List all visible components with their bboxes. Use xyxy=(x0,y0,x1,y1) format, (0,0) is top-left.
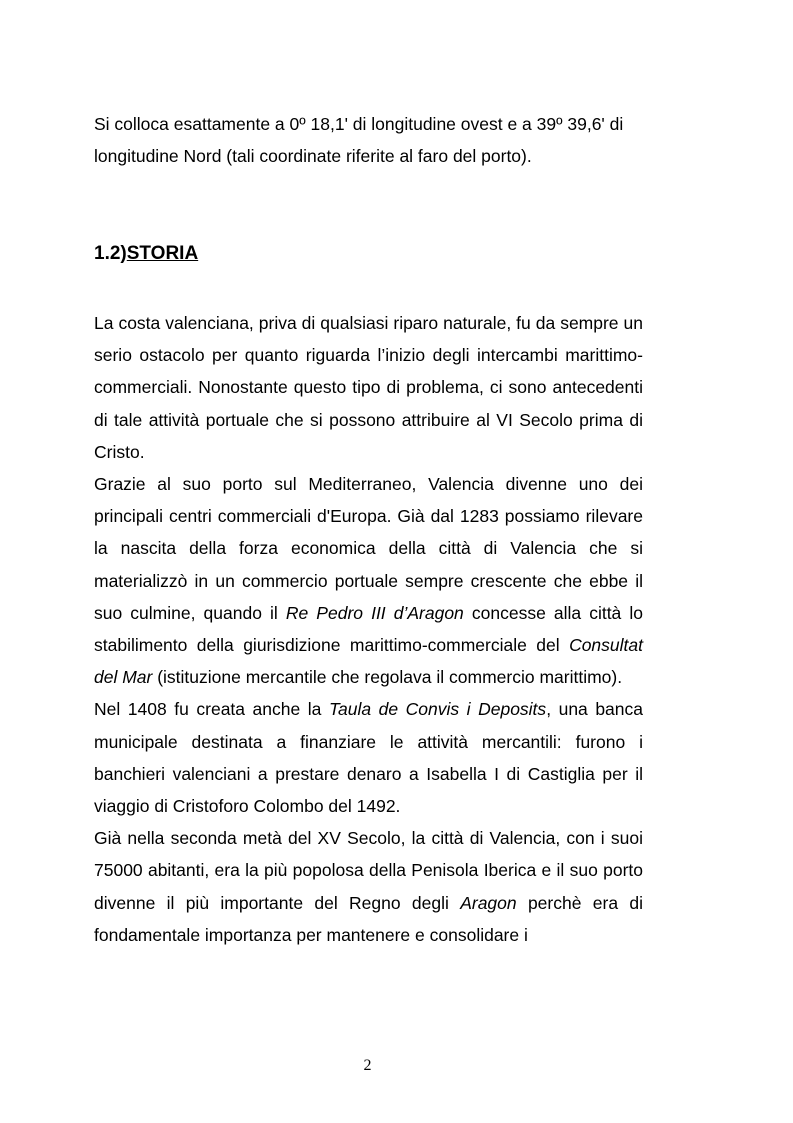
section-title: STORIA xyxy=(126,243,199,264)
paragraph-text: Nel 1408 fu creata anche la xyxy=(94,699,329,720)
king-name: Re Pedro III d’Aragon xyxy=(285,602,464,623)
paragraph-fifteenth-century xyxy=(94,822,643,951)
paragraph-mediterranean-port xyxy=(94,468,643,693)
paragraph-bank xyxy=(94,693,643,822)
paragraph-text: , una banca municipale destinata a finanziare le attività mercantili: furono i banchieri valenciani a prestare denaro a Isabella I di Castiglia per il viaggio di Cristoforo Colombo del 1492. xyxy=(94,699,643,817)
paragraph-text: concesse alla città lo stabilimento della giurisdizione marittimo-commerciale del xyxy=(94,602,643,656)
consulate-name: Consultat del Mar xyxy=(94,635,643,688)
paragraph-text: (istituzione mercantile che regolava il commercio marittimo). xyxy=(152,667,623,688)
kingdom-name: Aragon xyxy=(460,892,517,913)
bank-name: Taula de Convis i Deposits xyxy=(328,699,547,720)
paragraph-coast: La costa valenciana, priva di qualsiasi riparo naturale, fu da sempre un serio ostacolo per quanto riguarda l’inizio degli intercambi marittimo-commerciali. Nonostante questo tipo di problema, ci sono antecedenti di tale attività portuale che si possono attribuire al VI Secolo prima di Cristo. xyxy=(94,313,643,462)
section-number: 1.2) xyxy=(94,243,127,264)
paragraph-text: perchè era di fondamentale importanza per mantenere e consolidare i xyxy=(94,892,643,945)
paragraph-text: Grazie al suo porto sul Mediterraneo, Valencia divenne uno dei principali centri commerciali d'Europa. Già dal 1283 possiamo rilevare la nascita della forza economica della città di Valencia che si materializzò in un commercio portuale sempre crescente che ebbe il suo culmine, quando il xyxy=(94,474,643,623)
intro-paragraph: Si colloca esattamente a 0º 18,1' di longitudine ovest e a 39º 39,6' di longitudine Nord (tali coordinate riferite al faro del porto). xyxy=(94,114,624,167)
section-body xyxy=(94,307,643,951)
section-heading xyxy=(94,240,198,268)
page-number: 2 xyxy=(363,1057,372,1074)
paragraph-text: Già nella seconda metà del XV Secolo, la città di Valencia, con i suoi 75000 abitanti, era la più popolosa della Penisola Iberica e il suo porto divenne il più importante del Regno degli xyxy=(94,828,643,913)
